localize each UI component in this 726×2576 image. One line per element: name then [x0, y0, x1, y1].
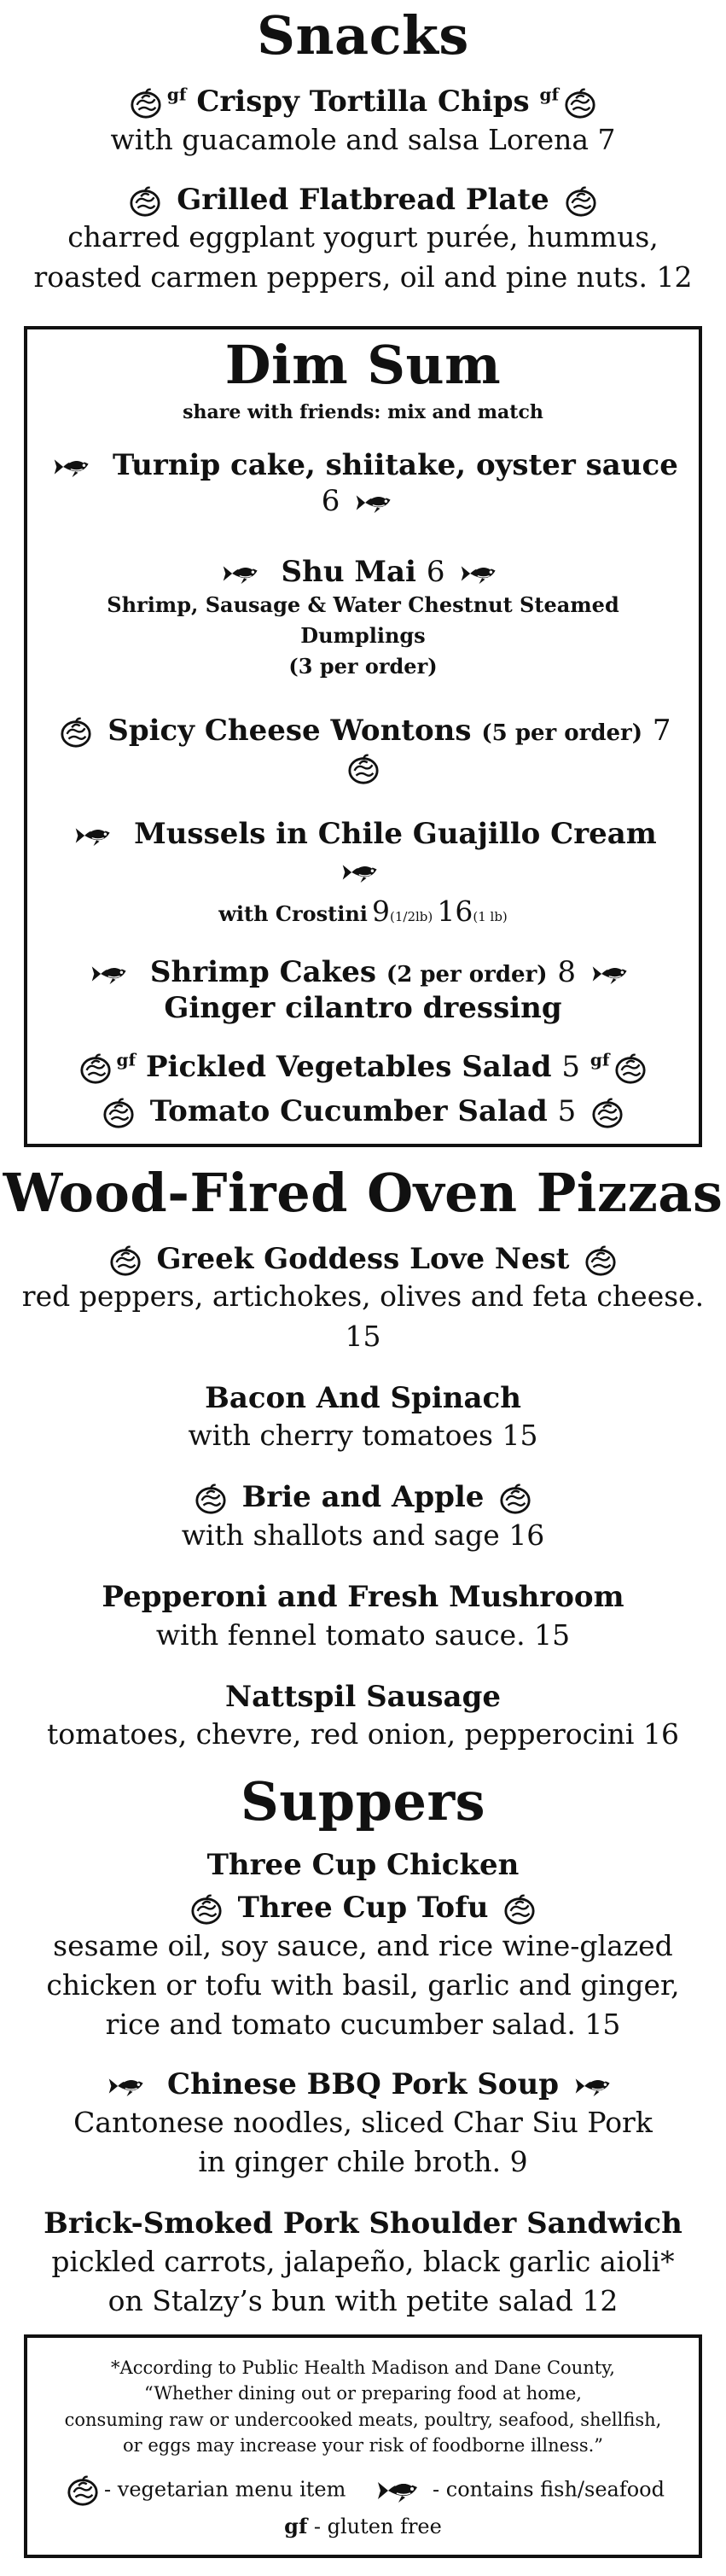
menu-item-cheese-wontons — [44, 713, 682, 785]
item-name: Mussels in Chile Guajillo Cream — [134, 817, 657, 852]
legend — [44, 2474, 682, 2507]
menu-item-shu-mai — [44, 554, 682, 683]
veg-swirl-icon — [109, 1244, 142, 1277]
item-name: Pepperoni and Fresh Mushroom — [102, 1580, 624, 1615]
veg-swirl-icon — [60, 716, 92, 749]
item-name: Turnip cake, shiitake, oyster sauce — [113, 447, 678, 482]
menu-item-nattspil-sausage — [0, 1679, 726, 1755]
snacks-section — [0, 0, 726, 297]
veg-swirl-icon — [129, 185, 161, 218]
veg-swirl-icon — [499, 1483, 531, 1515]
disclaimer-box — [24, 2334, 702, 2559]
item-description: on Stalzy’s bun with petite salad 12 — [107, 2283, 619, 2317]
veg-swirl-icon — [195, 1483, 227, 1515]
item-size: (1/2lb) — [390, 909, 433, 925]
item-description: tomatoes, chevre, red onion, pepperocini 16 — [47, 1717, 679, 1751]
section-title-suppers: Suppers — [240, 1770, 486, 1833]
item-description: Shrimp, Sausage & Water Chestnut Steamed Dumplings — [107, 592, 619, 649]
fish-icon — [74, 824, 119, 848]
dimsum-box — [24, 326, 702, 1147]
menu-item-brie-apple — [0, 1479, 726, 1555]
item-description: chicken or tofu with basil, garlic and ginger, — [46, 1967, 680, 2002]
item-price: 5 — [557, 1094, 577, 1129]
veg-swirl-icon — [565, 185, 597, 218]
fish-icon — [460, 562, 504, 586]
item-name: Greek Goddess Love Nest — [156, 1241, 570, 1276]
item-price: 8 — [557, 954, 577, 989]
veg-swirl-icon — [67, 2474, 99, 2507]
item-description: in ginger chile broth. 9 — [198, 2144, 528, 2178]
menu-item-bacon-spinach — [0, 1380, 726, 1456]
section-title-dimsum: Dim Sum — [224, 333, 502, 396]
item-description: charred eggplant yogurt purée, hummus, — [67, 220, 659, 254]
item-description: with shallots and sage 16 — [181, 1518, 545, 1552]
item-description: red peppers, artichokes, olives and feta cheese. 15 — [21, 1279, 705, 1353]
menu-item-pepperoni-mushroom — [0, 1579, 726, 1655]
fish-icon — [53, 455, 97, 479]
item-price: 16 — [437, 895, 473, 929]
item-name: Shrimp Cakes — [149, 954, 377, 989]
veg-swirl-icon — [79, 1052, 112, 1085]
item-size: (1 lb) — [473, 909, 508, 925]
disclaimer-line: consuming raw or undercooked meats, poultry, seafood, shellfish, — [64, 2409, 662, 2430]
item-name: Three Cup Tofu — [237, 1891, 489, 1926]
item-name: Brie and Apple — [241, 1480, 485, 1515]
item-description: roasted carmen peppers, oil and pine nuts. 12 — [33, 259, 693, 294]
item-quantity: (5 per order) — [481, 720, 643, 747]
menu-item-three-cup — [0, 1847, 726, 2045]
veg-swirl-icon — [584, 1244, 617, 1277]
legend-gluten-free — [44, 2512, 682, 2542]
item-description: rice and tomato cucumber salad. 15 — [105, 2008, 621, 2041]
fish-icon — [591, 962, 636, 986]
dimsum-subtitle: share with friends: mix and match — [183, 400, 543, 423]
menu-item-flatbread — [0, 182, 726, 297]
menu-item-pickled-vegetables — [44, 1049, 682, 1086]
item-price: 6 — [321, 484, 340, 519]
menu-item-tomato-cucumber — [44, 1093, 682, 1130]
legend-vegetarian: - vegetarian menu item — [104, 2477, 346, 2502]
menu-item-shrimp-cakes — [44, 954, 682, 1027]
menu-item-pork-shoulder-sandwich — [0, 2206, 726, 2321]
item-name: Chinese BBQ Pork Soup — [167, 2067, 559, 2102]
veg-swirl-icon — [190, 1893, 223, 1926]
item-description: with fennel tomato sauce. 15 — [155, 1617, 571, 1652]
item-description: with Crostini — [218, 901, 368, 927]
fish-icon — [341, 860, 386, 884]
veg-swirl-icon — [591, 1097, 624, 1129]
gluten-free-mark: gf — [284, 2513, 308, 2538]
item-name: Shu Mai — [281, 554, 416, 589]
item-name: Three Cup Chicken — [206, 1847, 520, 1882]
item-description: Cantonese noodles, sliced Char Siu Pork — [73, 2105, 653, 2139]
veg-swirl-icon — [564, 87, 596, 119]
gluten-free-mark: gf — [116, 1049, 136, 1070]
legend-gf-label: - gluten free — [313, 2514, 442, 2538]
item-price: 6 — [426, 554, 445, 589]
veg-swirl-icon — [102, 1097, 135, 1129]
item-price: 5 — [561, 1049, 581, 1084]
item-name: Nattspil Sausage — [225, 1679, 501, 1714]
item-description: with guacamole and salsa Lorena 7 — [110, 122, 616, 156]
disclaimer-line: “Whether dining out or preparing food at home, — [144, 2383, 582, 2404]
item-description: pickled carrots, jalapeño, black garlic aioli* — [51, 2244, 675, 2278]
gluten-free-mark: gf — [166, 84, 187, 105]
menu-item-bbq-pork-soup — [0, 2066, 726, 2182]
fish-icon — [376, 2477, 427, 2504]
disclaimer-line: *According to Public Health Madison and Dane County, — [111, 2357, 615, 2378]
fish-icon — [90, 962, 135, 986]
veg-swirl-icon — [130, 87, 162, 119]
item-name: Spicy Cheese Wontons — [107, 714, 472, 749]
item-quantity: (2 per order) — [386, 961, 548, 988]
item-price: 7 — [652, 714, 671, 749]
veg-swirl-icon — [503, 1893, 536, 1926]
fish-icon — [355, 491, 399, 515]
item-name: Brick-Smoked Pork Shoulder Sandwich — [44, 2206, 682, 2241]
fish-icon — [574, 2074, 619, 2098]
menu-item-greek-goddess — [0, 1241, 726, 1356]
veg-swirl-icon — [614, 1052, 647, 1085]
fish-icon — [107, 2074, 152, 2098]
item-name: Bacon And Spinach — [205, 1380, 521, 1415]
legend-fish: - contains fish/seafood — [433, 2477, 665, 2502]
gluten-free-mark: gf — [539, 84, 560, 105]
menu-item-turnip-cake — [44, 447, 682, 520]
item-description: sesame oil, soy sauce, and rice wine-glazed — [53, 1928, 673, 1962]
gluten-free-mark: gf — [590, 1049, 610, 1070]
item-name: Pickled Vegetables Salad — [145, 1049, 552, 1084]
section-title-pizzas: Wood-Fired Oven Pizzas — [3, 1161, 723, 1224]
fish-icon — [222, 562, 266, 586]
item-name: Grilled Flatbread Plate — [177, 182, 549, 217]
item-description: (3 per order) — [288, 654, 438, 679]
item-description: with cherry tomatoes 15 — [188, 1419, 538, 1453]
menu-item-mussels — [44, 816, 682, 931]
item-name: Tomato Cucumber Salad — [149, 1094, 548, 1129]
pizzas-section — [0, 1161, 726, 1755]
item-price: 9 — [372, 895, 391, 929]
section-title-snacks: Snacks — [257, 4, 469, 67]
disclaimer-line: or eggs may increase your risk of foodborne illness.” — [122, 2435, 604, 2457]
item-name: Crispy Tortilla Chips — [196, 85, 530, 119]
item-description: Ginger cilantro dressing — [164, 991, 562, 1026]
veg-swirl-icon — [347, 753, 380, 785]
suppers-section — [0, 1770, 726, 2321]
menu-item-tortilla-chips — [0, 84, 726, 160]
